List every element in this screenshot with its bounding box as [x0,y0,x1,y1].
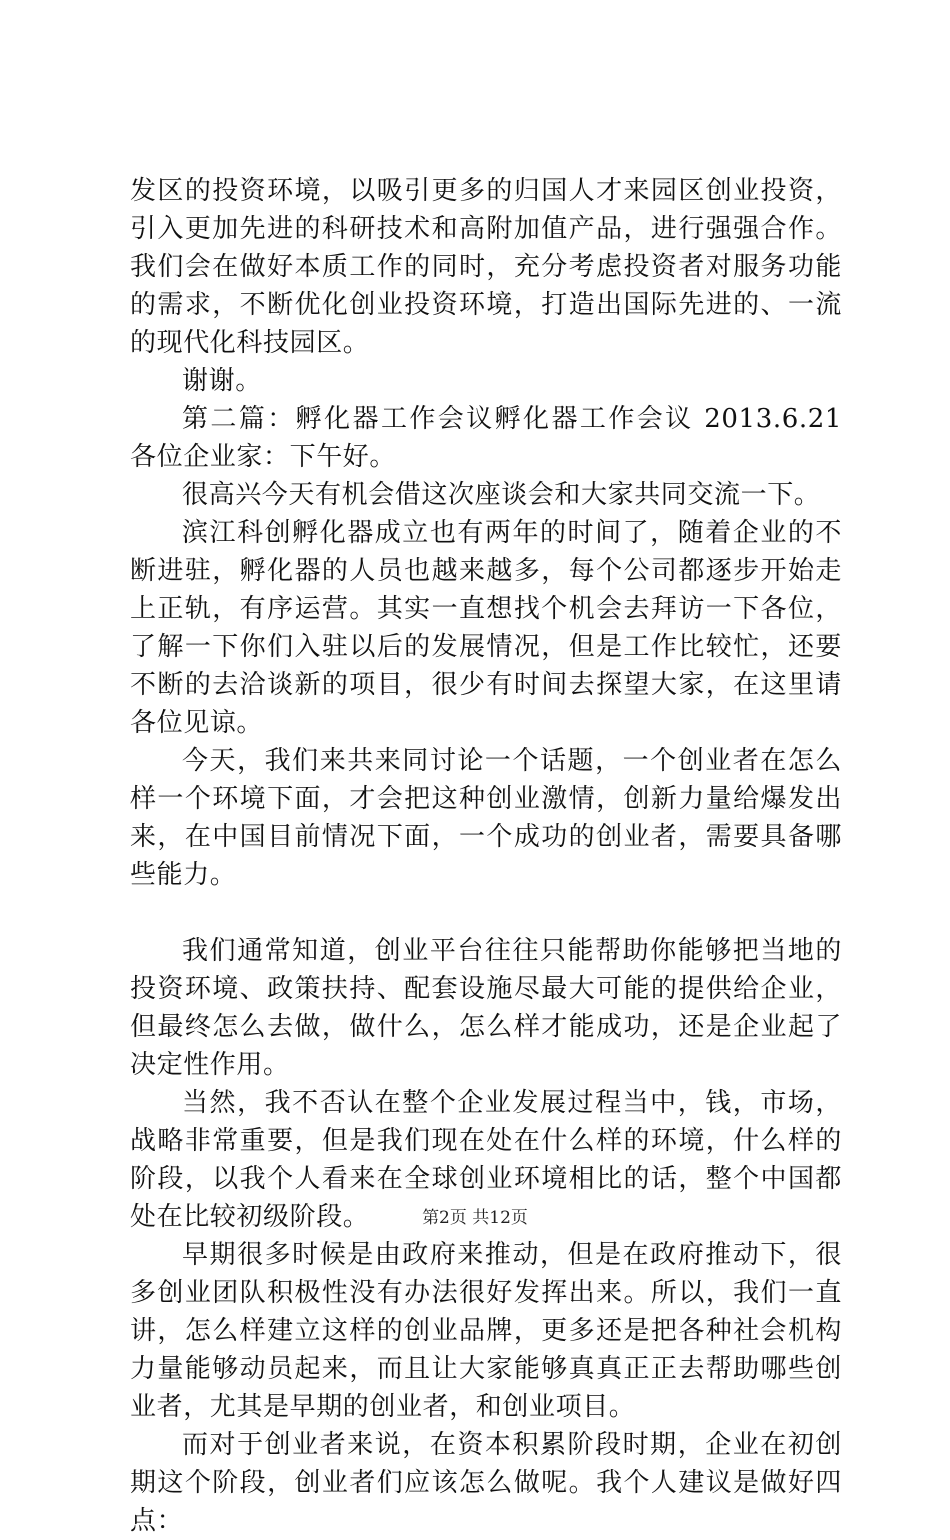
paragraph-platform: 我们通常知道，创业平台往往只能帮助你能够把当地的投资环境、政策扶持、配套设施尽最大可能的提供给企业，但最终怎么去做，做什么，怎么样才能成功，还是企业起了决定性作用。 [130,936,842,1080]
page-number-footer: 第2页 共12页 [422,1208,528,1228]
paragraph-thanks: 谢谢。 [182,366,262,396]
paragraph-continuation: 发区的投资环境，以吸引更多的归国人才来园区创业投资，引入更加先进的科研技术和高附加值产品，进行强强合作。我们会在做好本质工作的同时，充分考虑投资者对服务功能的需求，不断优化创业投资环境，打造出国际先进的、一流的现代化科技园区。 [130,176,842,358]
paragraph-greeting: 很高兴今天有机会借这次座谈会和大家共同交流一下。 [182,480,821,510]
paragraph-incubator-intro: 滨江科创孵化器成立也有两年的时间了，随着企业的不断进驻，孵化器的人员也越来越多，每个公司都逐步开始走上正轨，有序运营。其实一直想找个机会去拜访一下各位，了解一下你们入驻以后的发展情况，但是工作比较忙，还要不断的去洽谈新的项目，很少有时间去探望大家，在这里请各位见谅。 [130,518,842,738]
paragraph-advice: 而对于创业者来说，在资本积累阶段时期，企业在初创期这个阶段，创业者们应该怎么做呢。我个人建议是做好四点： [130,1430,842,1536]
document-body [130,172,842,1540]
paragraph-stage: 当然，我不否认在整个企业发展过程当中，钱，市场，战略非常重要，但是我们现在处在什么样的环境，什么样的阶段，以我个人看来在全球创业环境相比的话，整个中国都处在比较初级阶段。 [130,1088,842,1232]
paragraph-section-heading: 第二篇：孵化器工作会议孵化器工作会议 2013.6.21 各位企业家：下午好。 [130,404,842,472]
paragraph-topic: 今天，我们来共来同讨论一个话题，一个创业者在怎么样一个环境下面，才会把这种创业激情，创新力量给爆发出来，在中国目前情况下面，一个成功的创业者，需要具备哪些能力。 [130,746,842,890]
paragraph-government: 早期很多时候是由政府来推动，但是在政府推动下，很多创业团队积极性没有办法很好发挥出来。所以，我们一直讲，怎么样建立这样的创业品牌，更多还是把各种社会机构力量能够动员起来，而且让大家能够真真正正去帮助哪些创业者，尤其是早期的创业者，和创业项目。 [130,1240,842,1422]
paragraph-spacer [130,894,842,932]
